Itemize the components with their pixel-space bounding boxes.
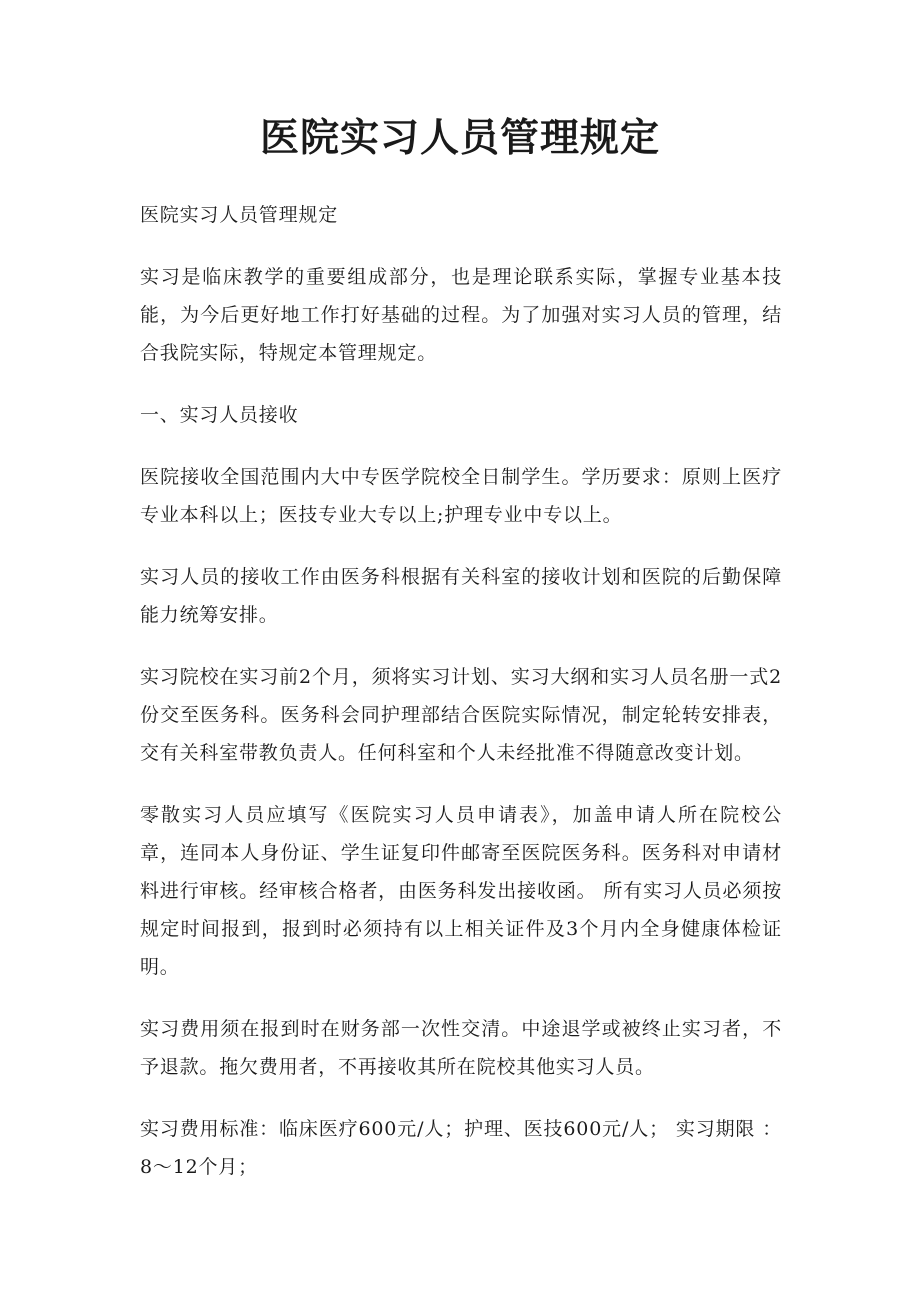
document-body [140,196,782,1210]
individual-application-paragraph: 零散实习人员应填写《医院实习人员申请表》，加盖申请人所在院校公章，连同本人身份证、学生证复印件邮寄至医院医务科。医务科对申请材料进行审核。经审核合格者，由医务科发出接收函。 所有实习人员必须按规定时间报到，报到时必须持有以上相关证件及3个月内全身健康体检证明。 [140,804,782,978]
fee-standard-paragraph: 实习费用标准：临床医疗600元/人；护理、医技600元/人； 实习期限 ：8～12个月； [140,1118,782,1178]
document-title: 医院实习人员管理规定 [259,115,660,161]
intro-paragraph: 实习是临床教学的重要组成部分，也是理论联系实际，掌握专业基本技能，为今后更好地工作打好基础的过程。为了加强对实习人员的管理，结合我院实际，特规定本管理规定。 [140,266,782,364]
school-plan-paragraph: 实习院校在实习前2个月，须将实习计划、实习大纲和实习人员名册一式2份交至医务科。医务科会同护理部结合医院实际情况，制定轮转安排表，交有关科室带教负责人。任何科室和个人未经批准不得随意改变计划。 [140,666,782,764]
requirements-paragraph: 医院接收全国范围内大中专医学院校全日制学生。学历要求：原则上医疗专业本科以上；医技专业大专以上;护理专业中专以上。 [140,466,782,526]
section-heading: 一、实习人员接收 [140,404,299,426]
fees-paragraph: 实习费用须在报到时在财务部一次性交清。中途退学或被终止实习者，不予退款。拖欠费用者，不再接收其所在院校其他实习人员。 [140,1018,782,1078]
arrangement-paragraph: 实习人员的接收工作由医务科根据有关科室的接收计划和医院的后勤保障能力统筹安排。 [140,566,782,626]
subtitle-paragraph: 医院实习人员管理规定 [140,204,339,226]
